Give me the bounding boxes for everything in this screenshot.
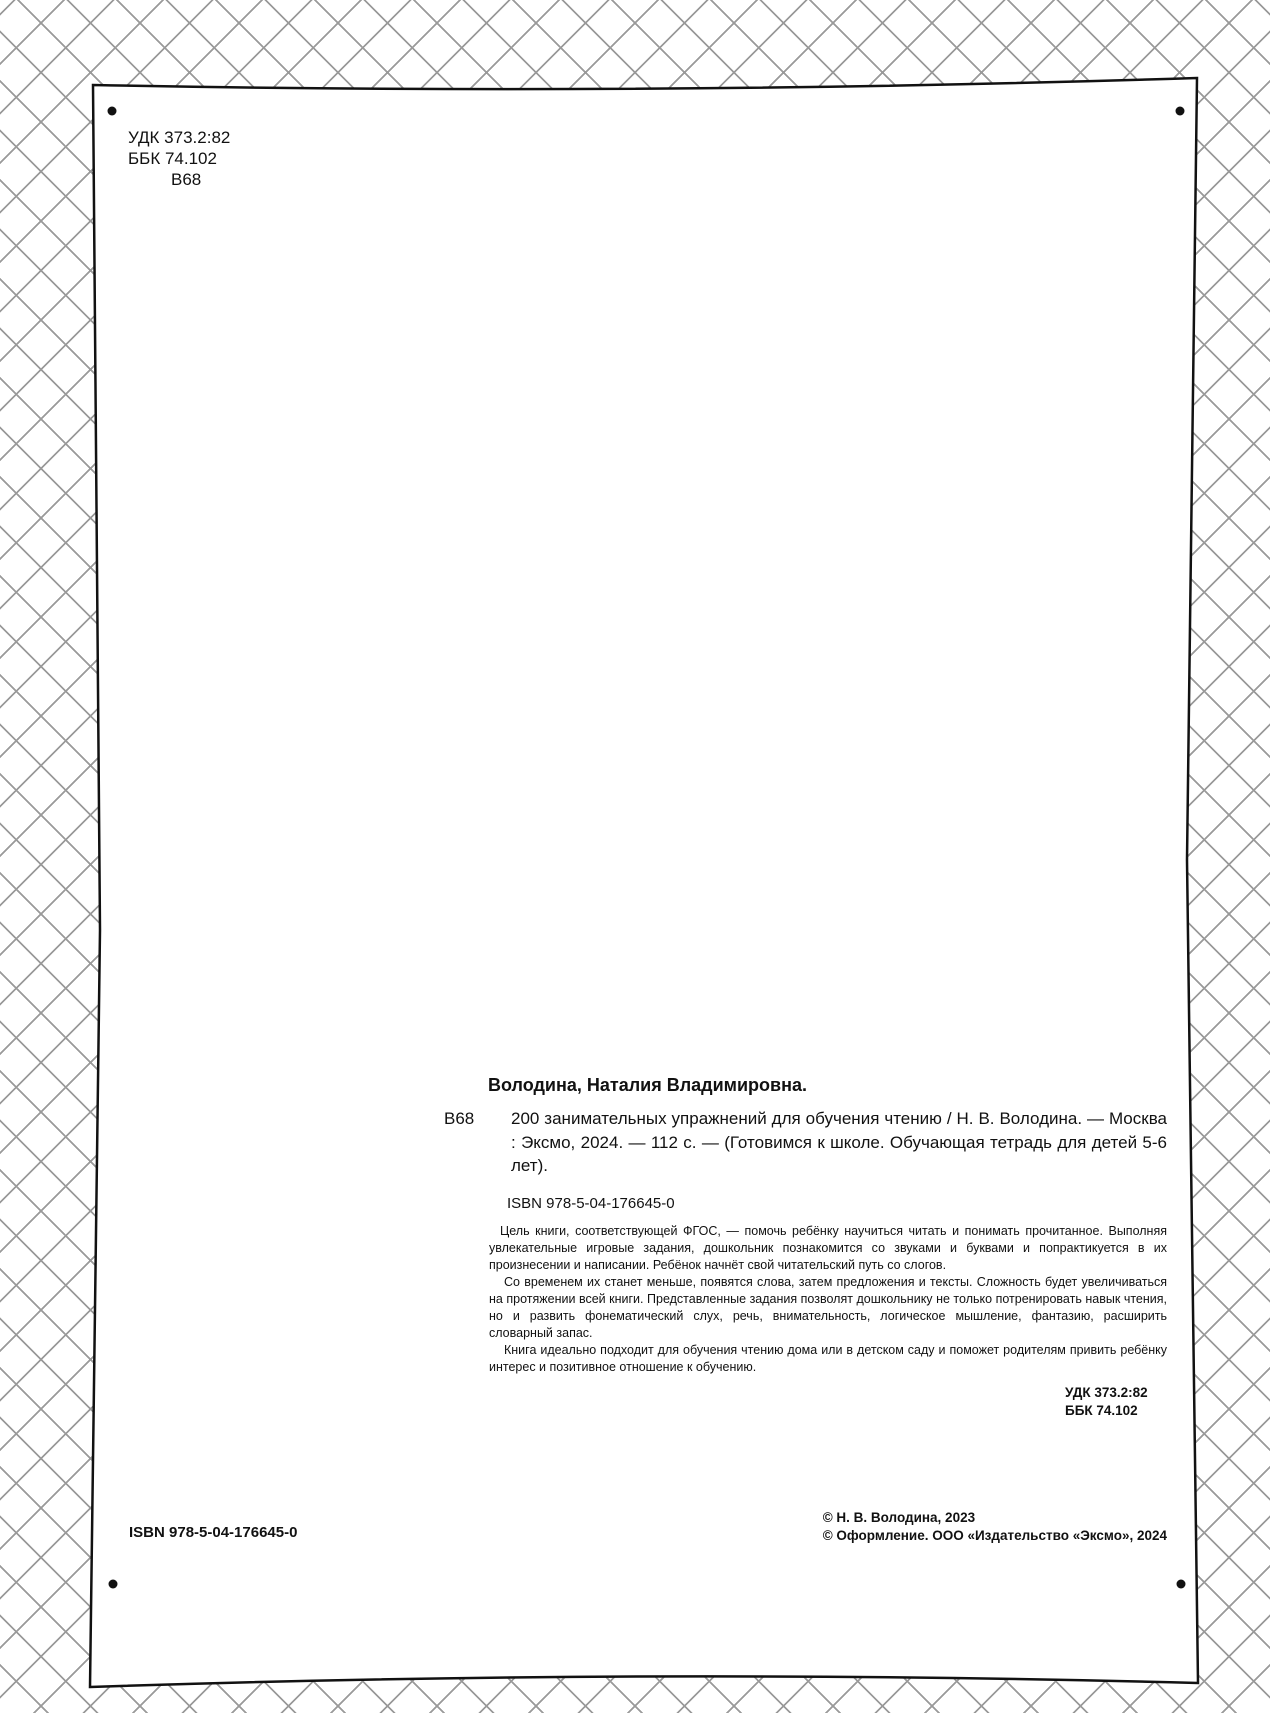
footer-isbn: ISBN 978-5-04-176645-0: [129, 1524, 298, 1541]
corner-dot-top-right: [1176, 107, 1185, 116]
bbk-code: ББК 74.102: [128, 149, 217, 168]
record-isbn: ISBN 978-5-04-176645-0: [507, 1194, 675, 1212]
author-mark: В68: [171, 170, 202, 189]
copyright-design: © Оформление. ООО «Издательство «Эксмо», 2024: [822, 1528, 1167, 1543]
annotation-paragraph: Со временем их станет меньше, появятся слова, затем предложения и тексты. Сложность будет увеличиваться на протяжении всей книги. Представленные задания позволят дошкольнику не только потренировать навык чтения, но и развить фонематический слух, речь, внимательность, логическое мышление, фантазию, расширить словарный запас.: [489, 1274, 1167, 1340]
annotation-paragraph: Книга идеально подходит для обучения чтению дома или в детском саду и поможет родителям привить ребёнку интерес и позитивное отношение к обучению.: [489, 1342, 1167, 1374]
annotation-paragraph: Цель книги, соответствующей ФГОС, — помочь ребёнку научиться читать и понимать прочитанное. Выполняя увлекательные игровые задания, дошкольник познакомится со звуками и буквами и попрактикуется в их произнесении и написании. Ребёнок начнёт свой читательский путь со слогов.: [489, 1223, 1167, 1272]
record-classification-codes: [1065, 1384, 1148, 1420]
description-text: 200 занимательных упражнений для обучения чтению / Н. В. Володина. — Москва : Эксмо, 2024. — 112 с. — (Готовимся к школе. Обучающая тетрадь для детей 5-6 лет).: [511, 1109, 1167, 1175]
catalog-codes: [128, 127, 230, 190]
copyright-author: © Н. В. Володина, 2023: [822, 1510, 976, 1525]
record-bbk: ББК 74.102: [1065, 1403, 1138, 1418]
bibliographic-description: [444, 1107, 1167, 1178]
corner-dot-bottom-right: [1177, 1580, 1186, 1589]
corner-dot-bottom-left: [109, 1580, 118, 1589]
record-author-mark: В68: [444, 1109, 475, 1128]
corner-dot-top-left: [108, 107, 117, 116]
copyright-block: [823, 1509, 1167, 1545]
author-heading: Володина, Наталия Владимировна.: [488, 1075, 807, 1095]
frame-border: [90, 78, 1198, 1687]
udk-code: УДК 373.2:82: [128, 128, 231, 147]
record-udk: УДК 373.2:82: [1065, 1385, 1148, 1400]
bibliographic-record: [444, 1073, 1167, 1376]
annotation: [489, 1223, 1167, 1376]
